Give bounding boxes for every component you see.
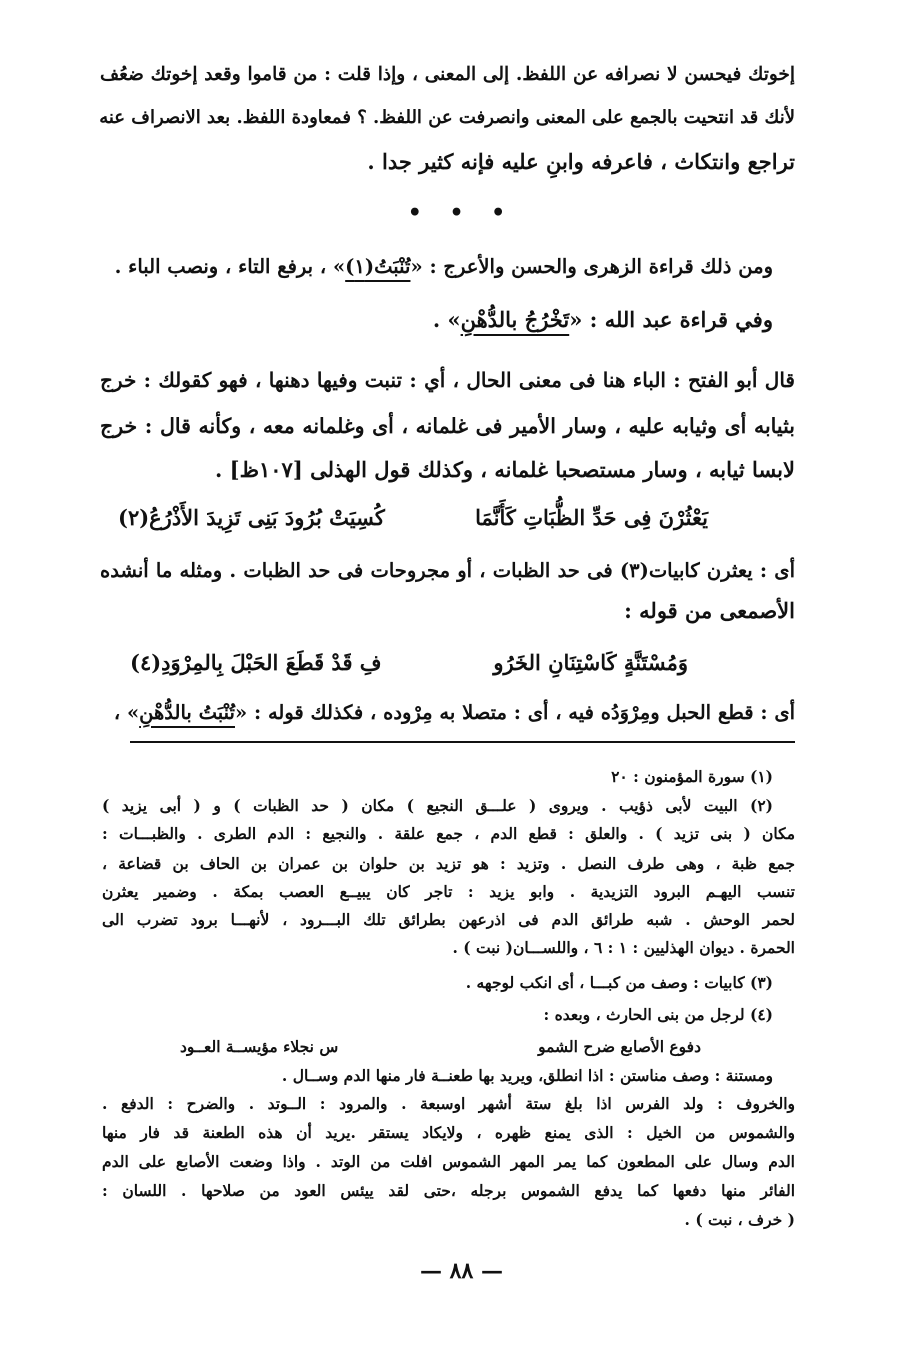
footnote-2-line: الحمرة . ديوان الهذليين : ١ : ٦ ، واللســـان( نبت ) . xyxy=(452,938,795,957)
body-text: » ، xyxy=(113,701,140,724)
verse-hemistich-second: كُسِيَتْ بُرُودَ بَنِى تَزِيدَ الأَذْرُعُ(٢) xyxy=(118,505,385,530)
reading-text: » ، برفع التاء ، ونصب الباء . xyxy=(114,255,346,278)
verse-hemistich-second: س نجلاء مؤيســة العــود xyxy=(180,1037,339,1056)
footnote-divider xyxy=(130,741,795,743)
body-line: لابسا ثيابه ، وسار مستصحبا غلمانه ، وكذلك قول الهذلى [١٠٧ظ] . xyxy=(215,457,795,482)
body-line: بثيابه أى وثيابه عليه ، وسار الأمير فى غلمانه ، أى وغلمانه معه ، وكأنه قال : خرج xyxy=(100,414,795,438)
footnote-verse xyxy=(180,1037,701,1057)
page-number: — ٨٨ — xyxy=(420,1258,503,1284)
reading-line xyxy=(100,305,773,335)
verse-hemistich-first: وَمُسْتَنَّةٍ كَاسْتِنَانِ الخَرُو xyxy=(493,650,688,675)
footnote-4-line: الدم وسال على المطعون كما يمر المهر الشموس افلت من الوتد . واذا وضعت الأصابع على الدم xyxy=(102,1152,795,1171)
quran-word: تَخْرُجُ بالدُّهْنِ xyxy=(460,307,570,332)
footnote-4-line: والخروف : ولد الفرس اذا بلغ ستة أشهر اوسبعة . والمرود : الــوتد . والضرح : الدفع . xyxy=(102,1094,795,1113)
quran-word: تُنْبَتُ(١) xyxy=(345,255,411,278)
section-separator: • • • xyxy=(407,200,516,226)
reading-text: » . xyxy=(432,307,461,332)
reading-text: وفي قراءة عبد الله : « xyxy=(569,307,773,332)
body-text: أى : قطع الحبل ومِرْوَدُه فيه ، أى : متصلا به مِرْوده ، فكذلك قوله : « xyxy=(234,701,795,724)
footnote-1: (١) سورة المؤمنون : ٢٠ xyxy=(611,767,773,786)
reading-line xyxy=(100,252,773,282)
verse-hemistich-first: يَعْثُرْنَ فِى حَدِّ الظُّبَاتِ كَأَنَّمَا xyxy=(475,505,708,530)
verse-hemistich-second: فِ قَدْ قَطَعَ الحَبْلَ بِالمِرْوَدِ(٤) xyxy=(130,650,382,675)
footnote-4-line: ( خرف ، نبت ) . xyxy=(684,1210,795,1229)
footnote-4-line: ومستنة : وصف مناستن : اذا انطلق، ويريد بها طعنــة فار منها الدم وســال . xyxy=(281,1066,773,1085)
footnote-2-line: جمع ظبة ، وهى طرف النصل . وتزيد : هو تزيد بن حلوان بن عمران بن الحاف بن قضاعة ، xyxy=(102,854,795,873)
body-line: تراجع وانتكاث ، فاعرفه وابنِ عليه فإنه كثير جدا . xyxy=(367,149,795,174)
footnote-4: (٤) لرجل من بنى الحارث ، وبعده : xyxy=(543,1005,773,1024)
quran-word: تُنْبَتُ بالدُّهْنِ xyxy=(139,701,235,724)
footnote-4-line: الفائر منها دفعها كما يدفع الشموس برجله ،حتى لقد ييئس العود من صلاحها . اللسان : xyxy=(102,1181,795,1200)
poetry-verse xyxy=(118,503,708,533)
footnote-2-line: تنسب اليهـم البرود التزيدية . وابو يزيد : تاجر كان يبيــع العصب بمكة . وضمير يعثرن xyxy=(102,882,795,901)
footnote-2-line: (٢) البيت لأبى ذؤيب . ويروى ( علـــق النجيع ) مكان ( حد الظبات ) و ( أبى يزيد ) xyxy=(102,796,773,815)
footnote-3: (٣) كابيات : وصف من كبـــا ، أى انكب لوجهه . xyxy=(465,973,773,992)
footnote-2-line: لحمر الوحش . شبه طرائق الدم فى اذرعهن بطرائق تلك البـــرود ، لأنهـــا برود تضرب الى xyxy=(102,910,795,929)
body-line: قال أبو الفتح : الباء هنا فى معنى الحال ، أي : تنبت وفيها دهنها ، فهو كقولك : خرج xyxy=(100,368,795,392)
body-line: لأنك قد انتحيت بالجمع على المعنى وانصرفت عن اللفظ. ؟ فمعاودة اللفظ. بعد الانصراف عنه xyxy=(99,107,795,128)
reading-text: ومن ذلك قراءة الزهرى والحسن والأعرج : « xyxy=(410,255,773,278)
poetry-verse xyxy=(130,648,688,678)
footnote-4-line: والشموس من الخيل : الذى يمنع ظهره ، ولايكاد يستقر .يريد أن هذه الطعنة قد فار منها xyxy=(102,1123,795,1142)
body-line: إخوتك فيحسن لا نصرافه عن اللفظ. إلى المعنى ، وإذا قلت : من قاموا وقعد إخوتك ضعُف xyxy=(100,64,795,85)
verse-hemistich-first: دفوع الأصابع ضرح الشمو xyxy=(538,1037,701,1056)
body-line: أى : يعثرن كابيات(٣) فى حد الظبات ، أو مجروحات فى حد الظبات . ومثله ما أنشده xyxy=(100,559,795,582)
body-line: الأصمعى من قوله : xyxy=(624,598,795,623)
footnote-2-line: مكان ( بنى تزيد ) . والعلق : قطع الدم ، جمع علقة . والنجيع : الدم الطرى . والظبـــات : xyxy=(102,824,795,843)
body-line xyxy=(100,698,795,728)
